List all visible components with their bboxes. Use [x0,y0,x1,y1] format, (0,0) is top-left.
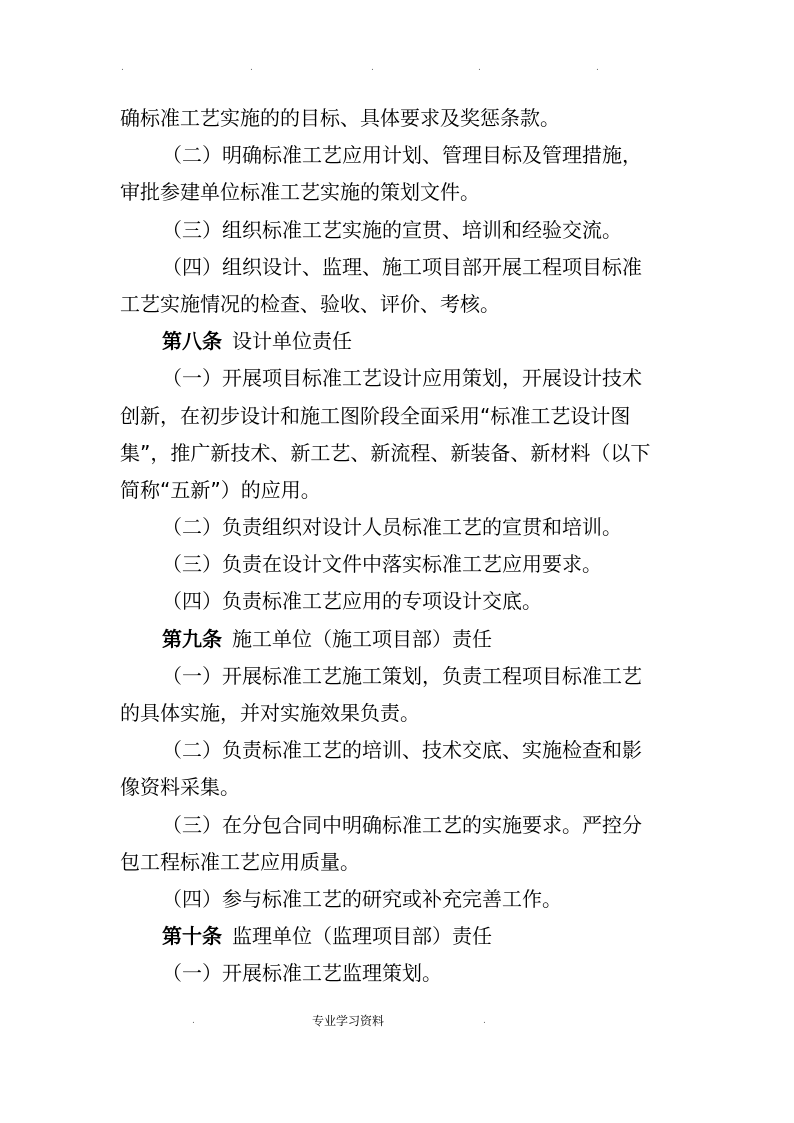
header-dot: . [250,63,253,73]
article-number: 第十条 [162,924,222,949]
text-line [120,360,676,397]
text-line [120,286,676,323]
article-title: 监理单位（监理项目部）责任 [232,924,492,949]
text-line [120,546,676,583]
text-line [120,583,676,620]
line-text: 像资料采集。 [120,775,240,800]
article-number: 第八条 [162,329,222,354]
header-dot: . [478,63,481,73]
text-line [120,249,676,286]
text-line [120,844,676,881]
footer-dot-left: . [192,1016,195,1026]
line-text: 工艺实施情况的检查、验收、评价、考核。 [120,291,500,316]
line-text: （四）参与标准工艺的研究或补充完善工作。 [162,886,562,911]
footer-dot-right: . [483,1016,486,1026]
text-line [120,398,676,435]
line-text: （一）开展标准工艺监理策划。 [162,961,442,986]
line-text: 简称“五新”）的应用。 [120,477,321,502]
text-line [120,212,676,249]
article-title: 设计单位责任 [232,329,352,354]
article-heading-line [120,918,676,955]
line-text: （四）组织设计、监理、施工项目部开展工程项目标准 [162,254,642,279]
line-text: 集”，推广新技术、新工艺、新流程、新装备、新材料（以下 [120,440,651,465]
line-text: 的具体实施，并对实施效果负责。 [120,701,420,725]
article-heading-line [120,323,676,360]
text-line [120,658,676,695]
header-dots [0,62,794,74]
line-text: 确标准工艺实施的的目标、具体要求及奖惩条款。 [120,106,560,130]
header-dot: . [121,63,124,73]
line-text: 创新，在初步设计和施工图阶段全面采用“标准工艺设计图 [120,403,631,428]
text-line [120,955,676,992]
text-line [120,472,676,509]
text-line [120,807,676,844]
text-line [120,100,676,137]
text-line [120,174,676,211]
text-line [120,881,676,918]
line-text: （二）明确标准工艺应用计划、管理目标及管理措施， [162,143,642,168]
line-text: （四）负责标准工艺应用的专项设计交底。 [162,589,542,614]
footer-text: 专业学习资料 [312,1014,385,1028]
article-number: 第九条 [162,626,222,651]
line-text: （三）负责在设计文件中落实标准工艺应用要求。 [162,552,602,577]
article-heading-line [120,621,676,658]
text-line [120,732,676,769]
line-text: （一）开展项目标准工艺设计应用策划，开展设计技术 [162,366,642,391]
header-dot: . [371,63,374,73]
article-title: 施工单位（施工项目部）责任 [232,626,492,651]
text-line [120,769,676,806]
header-dot: . [596,63,599,73]
line-text: （二）负责标准工艺的培训、技术交底、实施检查和影 [162,738,642,763]
line-text: （三）组织标准工艺实施的宣贯、培训和经验交流。 [162,217,622,242]
text-line [120,509,676,546]
document-body [120,100,676,993]
page-footer [0,1012,794,1032]
text-line [120,137,676,174]
text-line [120,435,676,472]
line-text: （二）负责组织对设计人员标准工艺的宣贯和培训。 [162,515,622,540]
line-text: 审批参建单位标准工艺实施的策划文件。 [120,180,480,205]
text-line [120,695,676,732]
line-text: （三）在分包合同中明确标准工艺的实施要求。严控分 [162,812,642,837]
line-text: （一）开展标准工艺施工策划，负责工程项目标准工艺 [162,663,642,688]
line-text: 包工程标准工艺应用质量。 [120,849,360,874]
